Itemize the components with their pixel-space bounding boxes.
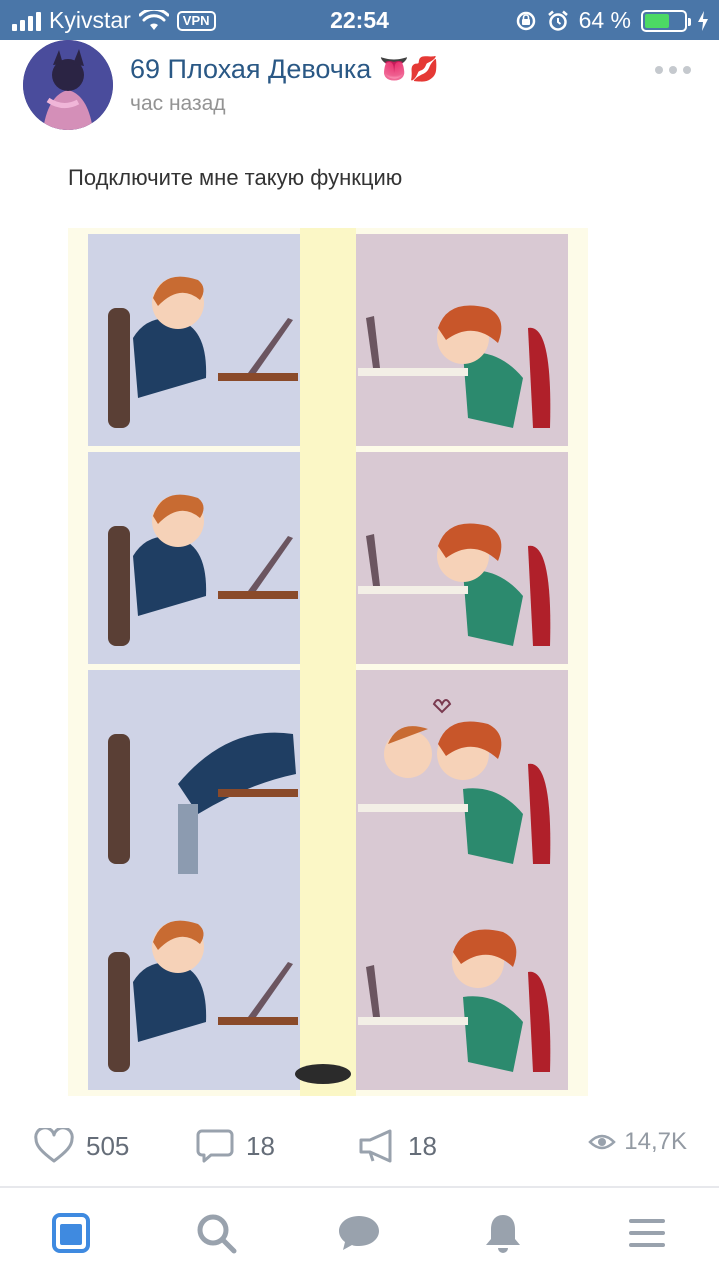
search-icon [195, 1212, 237, 1254]
post-header [0, 40, 719, 140]
clock: 22:54 [330, 7, 389, 33]
avatar[interactable] [23, 40, 113, 130]
comment-button[interactable] [196, 1128, 275, 1164]
post-actions [0, 1118, 719, 1180]
newspaper-icon [51, 1212, 91, 1254]
rotation-lock-icon [515, 10, 537, 32]
tab-search[interactable] [193, 1210, 239, 1256]
like-button[interactable] [34, 1128, 129, 1164]
chat-icon [337, 1213, 381, 1253]
tab-menu[interactable] [624, 1210, 670, 1256]
post-text: Подключите мне такую функцию [68, 165, 403, 190]
comment-icon [196, 1128, 234, 1164]
alarm-icon [547, 10, 569, 32]
post-image[interactable] [68, 228, 588, 1096]
tab-messages[interactable] [336, 1210, 382, 1256]
view-count: 14,7K [624, 1128, 687, 1155]
comment-count: 18 [246, 1130, 275, 1161]
carrier-name: Kyivstar [49, 7, 131, 33]
menu-icon [627, 1216, 667, 1250]
battery-icon [641, 10, 687, 32]
vpn-badge: VPN [177, 11, 216, 31]
charging-icon [697, 10, 709, 32]
post-time: час назад [130, 92, 226, 115]
like-count: 505 [86, 1130, 130, 1161]
megaphone-icon [358, 1128, 396, 1164]
status-bar [0, 0, 719, 40]
tab-notifications[interactable] [480, 1210, 526, 1256]
battery-percent: 64 % [578, 7, 631, 33]
author-name[interactable]: 69 Плохая Девочка 👅💋 [130, 54, 440, 84]
more-options-icon[interactable] [655, 66, 691, 74]
tab-bar [0, 1188, 719, 1280]
share-button[interactable] [358, 1128, 437, 1164]
share-count: 18 [408, 1130, 437, 1161]
author-emoji: 👅💋 [379, 56, 440, 83]
bell-icon [483, 1212, 523, 1254]
heart-icon [34, 1128, 74, 1164]
eye-icon [588, 1132, 616, 1152]
views [588, 1128, 687, 1156]
tab-news[interactable] [48, 1210, 94, 1256]
